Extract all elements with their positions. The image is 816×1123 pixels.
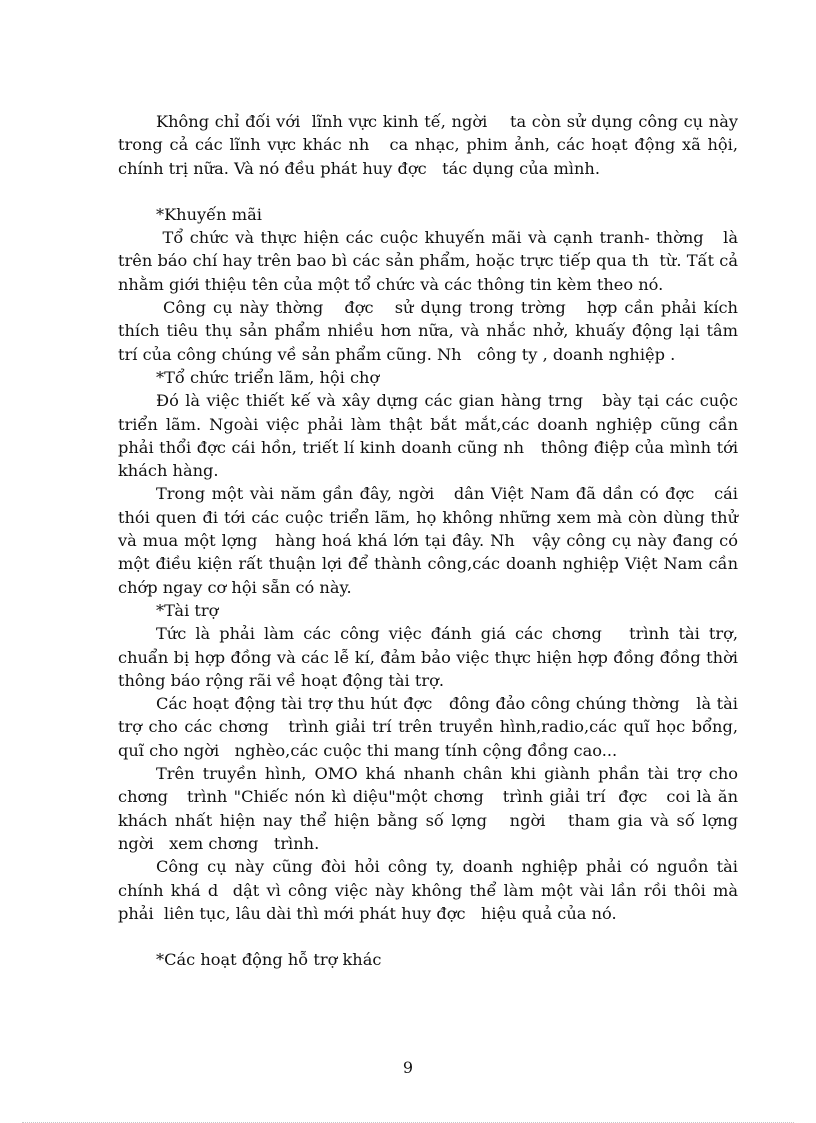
paragraph: Công cụ này cũng đòi hỏi công ty, doanh nghiệp phải có nguồn tài chính khá d dật vì công việc này không thể làm một vài lần rồi thôi mà phải liên tục, lâu dài thì mới phát huy đợc hiệu quả của nó.: [118, 857, 744, 923]
section-heading: *Tài trợ: [156, 600, 219, 620]
paragraph: Các hoạt động tài trợ thu hút đợc đông đảo công chúng thờng là tài trợ cho các chơng trình giải trí trên truyền hình,radio,các quĩ học bổng, quĩ cho ngời nghèo,các cuộc thi mang tính cộng đồng cao...: [118, 694, 744, 760]
paragraph: Không chỉ đối với lĩnh vực kinh tế, ngời ta còn sử dụng công cụ này trong cả các lĩnh vực khác nh ca nhạc, phim ảnh, các hoạt động xã hội, chính trị nữa. Và nó đều phát huy đợc tác dụng của mình.: [118, 112, 744, 178]
paragraph: Tổ chức và thực hiện các cuộc khuyến mãi và cạnh tranh- thờng là trên báo chí hay trên bao bì các sản phẩm, hoặc trực tiếp qua th từ. Tất cả nhằm giới thiệu tên của một tổ chức và các thông tin kèm theo nó.: [118, 228, 744, 294]
section-heading: *Tổ chức triển lãm, hội chợ: [156, 367, 380, 387]
section-heading: *Khuyến mãi: [156, 204, 262, 224]
paragraph: Đó là việc thiết kế và xây dựng các gian hàng trng bày tại các cuộc triển lãm. Ngoài việc phải làm thật bắt mắt,các doanh nghiệp cũng cần phải thổi đợc cái hồn, triết lí kinh doanh cũng nh thông điệp của mình tới khách hàng.: [118, 391, 744, 481]
page-number: 9: [402, 1058, 414, 1077]
body-text: [118, 110, 754, 971]
paragraph: Trên truyền hình, OMO khá nhanh chân khi giành phần tài trợ cho chơng trình "Chiếc nón kì diệu"một chơng trình giải trí đợc coi là ăn khách nhất hiện nay thể hiện bằng số lợng ngời tham gia và số lợng ngời xem chơng trình.: [118, 764, 754, 853]
paragraph: Công cụ này thờng đợc sử dụng trong trờng hợp cần phải kích thích tiêu thụ sản phẩm nhiều hơn nữa, và nhắc nhở, khuấy động lại tâm trí của công chúng về sản phẩm cũng. Nh công ty , doanh nghiệp .: [118, 298, 744, 364]
section-heading: *Các hoạt động hỗ trợ khác: [156, 950, 382, 970]
paragraph: Tức là phải làm các công việc đánh giá các chơng trình tài trợ, chuẩn bị hợp đồng và các lễ kí, đảm bảo việc thực hiện hợp đồng đồng thời thông báo rộng rãi về hoạt động tài trợ.: [118, 624, 749, 690]
paragraph: Trong một vài năm gần đây, ngời dân Việt Nam đã dần có đợc cái thói quen đi tới các cuộc triển lãm, họ không những xem mà còn dùng thử và mua một lợng hàng hoá khá lớn tại đây. Nh vậy công cụ này đang có một điều kiện rất thuận lợi để thành công,các doanh nghiệp Việt Nam cần chớp ngay cơ hội sẵn có này.: [118, 484, 744, 597]
